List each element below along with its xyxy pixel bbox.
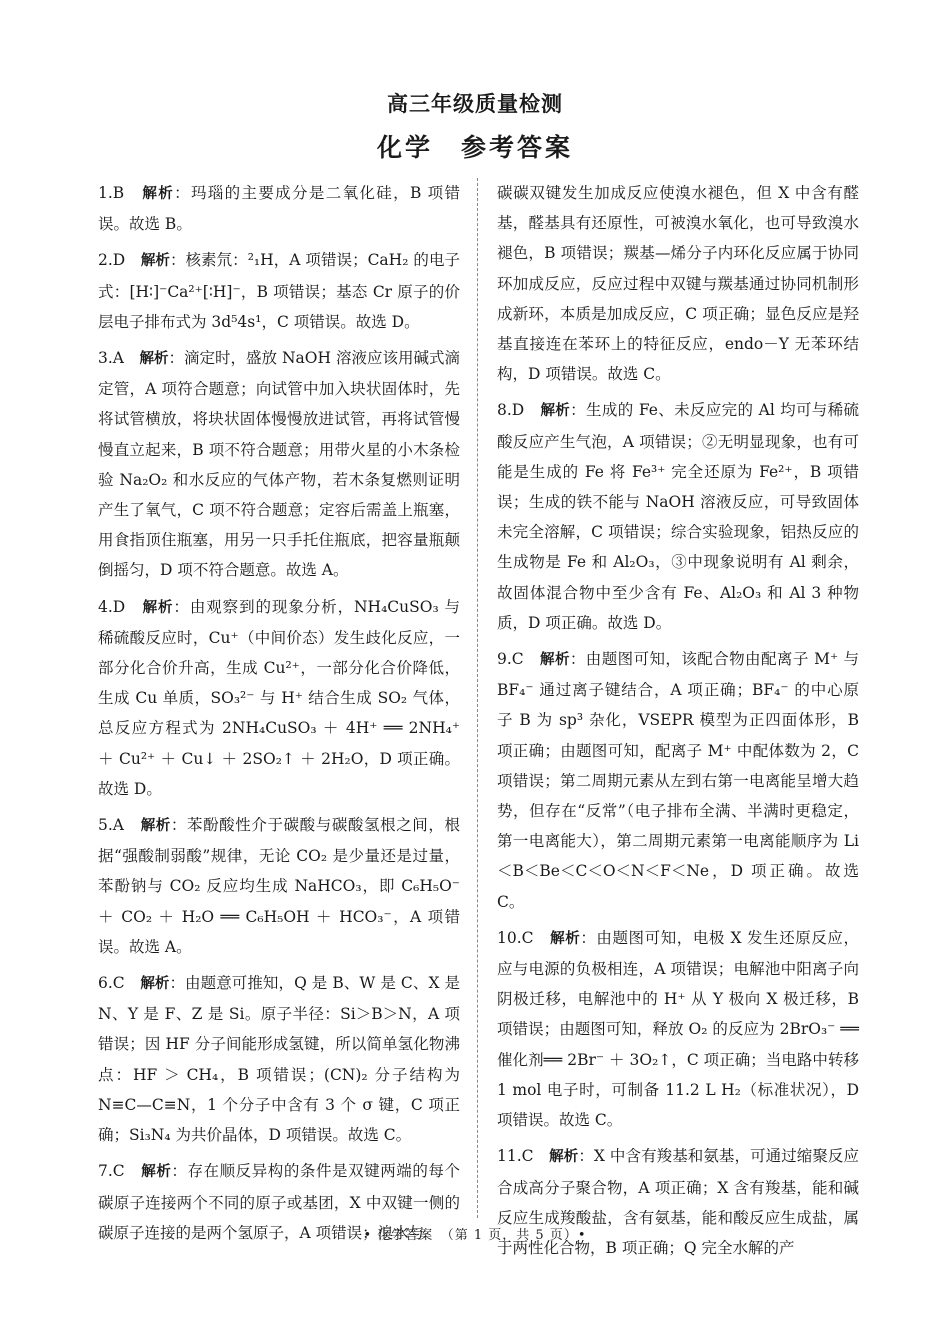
- answer-number: 7.C: [98, 1162, 125, 1181]
- answer-number: 11.C: [497, 1147, 534, 1166]
- answer-item: [98, 343, 460, 586]
- analysis-tag: 解析: [141, 1164, 172, 1181]
- answer-text: ：由题图可知，该配合物由配离子 M⁺ 与 BF₄⁻ 通过离子键结合，A 项正确；BF₄⁻ 的中心原子 B 为 sp³ 杂化，VSEPR 模型为正四面体形，B 项正确；由题图可知，配离子 M⁺ 中配体数为 2，C 项错误；第二周期元素从左到右第一电离能呈增大趋势，但存在“反常”（电子排布全满、半满时更稳定，第一电离能大），第二周期元素第一电离能顺序为 Li＜B＜Be＜C＜O＜N＜F＜Ne，D 项正确。故选 C。: [497, 650, 859, 911]
- answer-number: 8.D: [497, 401, 525, 420]
- column-divider: [477, 178, 478, 1218]
- answer-text: ：由观察到的现象分析，NH₄CuSO₃ 与稀硫酸反应时，Cu⁺（中间价态）发生歧化反应，一部分化合价升高，生成 Cu²⁺，一部分化合价降低，生成 Cu 单质，SO₃²⁻ 与 H⁺ 结合生成 SO₂ 气体，总反应方程式为 2NH₄CuSO₃ ＋ 4H⁺ ══ 2NH₄⁺ ＋ Cu²⁺ ＋ Cu↓ ＋ 2SO₂↑ ＋ 2H₂O，D 项正确。故选 D。: [98, 597, 461, 798]
- analysis-tag: 解析: [540, 403, 571, 420]
- analysis-tag: 解析: [549, 1149, 579, 1166]
- answer-number: 1.B: [98, 184, 125, 202]
- answer-number: 10.C: [497, 928, 534, 947]
- answer-number: 6.C: [98, 974, 125, 993]
- answer-number: 2.D: [98, 251, 126, 270]
- answer-text: ：存在顺反异构的条件是双键两端的每个碳原子连接两个不同的原子或基团，X 中双键一侧的碳原子连接的是两个氢原子，A 项错误；溴水与: [98, 1162, 460, 1242]
- analysis-tag: 解析: [140, 976, 170, 993]
- answer-text: 碳碳双键发生加成反应使溴水褪色，但 X 中含有醛基，醛基具有还原性，可被溴水氧化，也可导致溴水褪色，B 项错误；羰基—烯分子内环化反应属于协同环加成反应，反应过程中双键与羰基通过协同机制形成新环，本质是加成反应，C 项正确；显色反应是羟基直接连在苯环上的特征反应，endo－Y 无苯环结构，D 项错误。故选 C。: [497, 184, 859, 384]
- answer-number: 5.A: [98, 816, 124, 835]
- answer-item: [497, 923, 859, 1135]
- answer-text: ：由题意可推知，Q 是 B、W 是 C、X 是 N、Y 是 F、Z 是 Si。原子半径：Si＞B＞N，A 项错误；因 HF 分子间能形成氢键，所以简单氢化物沸点：HF ＞ CH₄，B 项错误；(CN)₂ 分子结构为 N≡C—C≡N，1 个分子中含有 3 个 σ 键，C 项正确；Si₃N₄ 为共价晶体，D 项错误。故选 C。: [98, 974, 460, 1145]
- answer-text: ：玛瑙的主要成分是二氧化硅，B 项错误。故选 B。: [98, 184, 460, 234]
- answer-item: [98, 968, 460, 1150]
- analysis-tag: 解析: [140, 253, 170, 270]
- page-footer: • 化学答案 （第 1 页，共 5 页）•: [363, 1228, 587, 1243]
- page-title: 高三年级质量检测: [387, 92, 563, 116]
- analysis-tag: 解析: [550, 930, 581, 947]
- analysis-tag: 解析: [142, 599, 174, 616]
- answer-text: ：核素氘：²₁H，A 项错误；CaH₂ 的电子式：[H∶]⁻Ca²⁺[∶H]⁻，B 项错误；基态 Cr 原子的价层电子排布式为 3d⁵4s¹，C 项错误。故选 D。: [98, 251, 460, 331]
- answer-item: [98, 592, 460, 804]
- left-column: [98, 178, 460, 1254]
- answer-text: ：滴定时，盛放 NaOH 溶液应该用碱式滴定管，A 项符合题意；向试管中加入块状固体时，先将试管横放，将块状固体慢慢放进试管，再将试管慢慢直立起来，B 项不符合题意；用带火星的小木条检验 Na₂O₂ 和水反应的气体产物，若木条复燃则证明产生了氧气，C 项不符合题意；定容后需盖上瓶塞，用食指顶住瓶塞，用另一只手托住瓶底，把容量瓶颠倒摇匀，D 项不符合题意。故选 A。: [98, 349, 460, 580]
- answer-number: 4.D: [98, 597, 126, 616]
- analysis-tag: 解析: [142, 186, 175, 202]
- answer-item: [497, 644, 859, 917]
- answer-number: 9.C: [497, 650, 524, 669]
- right-column: [497, 178, 859, 1269]
- answer-text: ：生成的 Fe、未反应完的 Al 均可与稀硫酸反应产生气泡，A 项错误；②无明显现象，也有可能是生成的 Fe 将 Fe³⁺ 完全还原为 Fe²⁺，B 项错误；生成的铁不能与 NaOH 溶液反应，可导致固体未完全溶解，C 项错误；综合实验现象，铝热反应的生成物是 Fe 和 Al₂O₃，③中现象说明有 Al 剩余，故固体混合物中至少含有 Fe、Al₂O₃ 和 Al 3 种物质，D 项正确。故选 D。: [497, 401, 860, 632]
- analysis-tag: 解析: [140, 818, 171, 835]
- answer-text: ：X 中含有羧基和氨基，可通过缩聚反应合成高分子聚合物，A 项正确；X 含有羧基，能和碱反应生成羧酸盐，含有氨基，能和酸反应生成盐，属于两性化合物，B 项正确；Q 完全水解的产: [497, 1147, 860, 1257]
- analysis-tag: 解析: [540, 652, 570, 669]
- answer-item: [98, 245, 460, 337]
- answer-item-continued: [497, 178, 859, 389]
- answer-item: [98, 178, 460, 239]
- page-subtitle: 化学 参考答案: [376, 133, 573, 162]
- answer-number: 3.A: [98, 349, 124, 368]
- answer-text: ：由题图可知，电极 X 发生还原反应，应与电源的负极相连，A 项错误；电解池中阳离子向阴极迁移，电解池中的 H⁺ 从 Y 极向 X 极迁移，B 项错误；由题图可知，释放 O₂ 的反应为 2BrO₃⁻ ══催化剂══ 2Br⁻ ＋ 3O₂↑，C 项正确；当电路中转移 1 mol 电子时，可制备 11.2 L H₂（标准状况），D 项错误。故选 C。: [497, 928, 859, 1130]
- answer-item: [497, 1141, 859, 1263]
- answer-text: ：苯酚酸性介于碳酸与碳酸氢根之间，根据“强酸制弱酸”规律，无论 CO₂ 是少量还是过量，苯酚钠与 CO₂ 反应均生成 NaHCO₃，即 C₆H₅O⁻ ＋ CO₂ ＋ H₂O ══ C₆H₅OH ＋ HCO₃⁻，A 项错误。故选 A。: [98, 816, 460, 956]
- analysis-tag: 解析: [139, 351, 169, 368]
- answer-item: [98, 810, 460, 962]
- answer-item: [497, 395, 859, 638]
